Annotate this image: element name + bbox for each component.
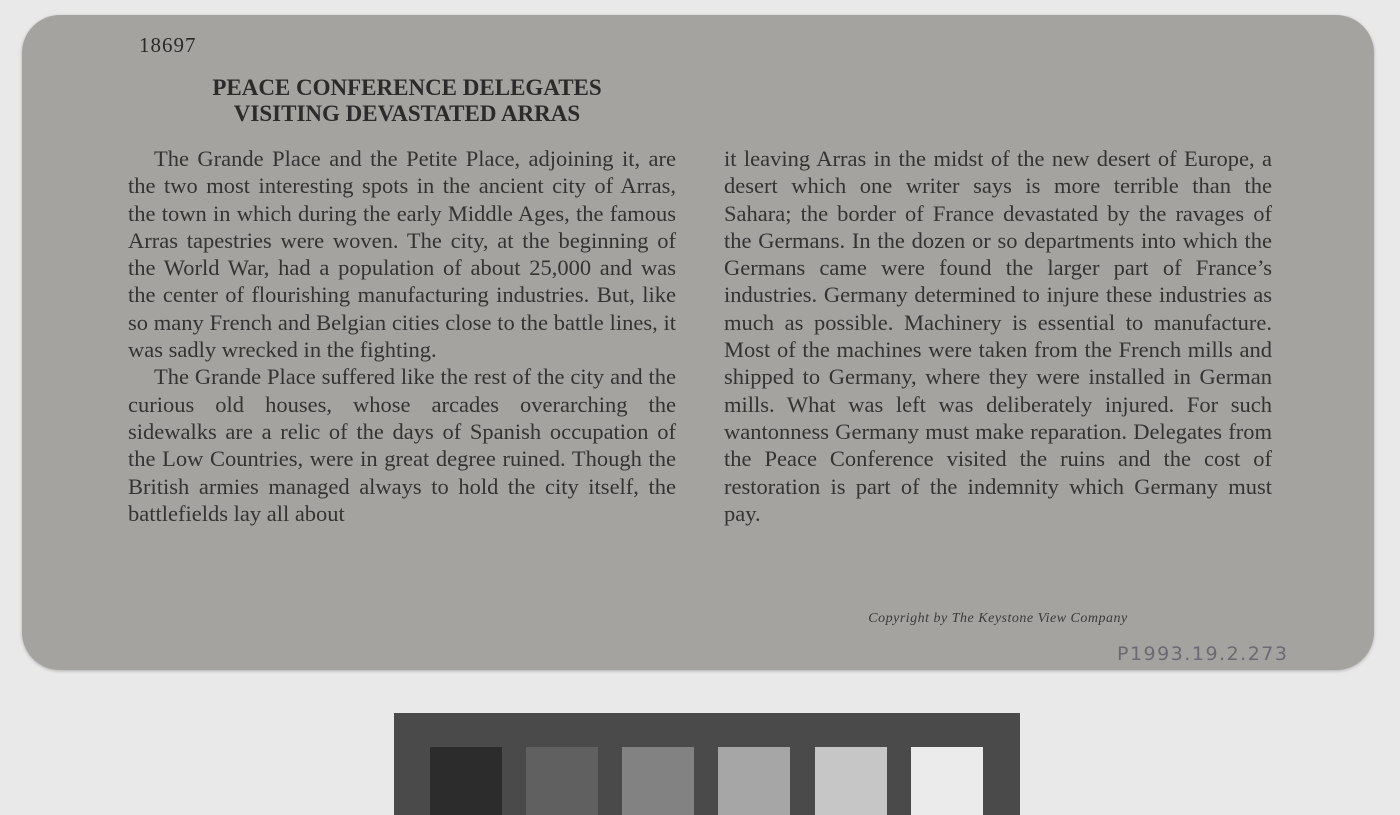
gray-swatch [815, 747, 887, 815]
grayscale-color-target [394, 713, 1020, 815]
copyright-notice: Copyright by The Keystone View Company [868, 611, 1128, 626]
paragraph: The Grande Place suffered like the rest of the city and the curious old houses, whose arcades overarching the sidewalks are a relic of the days of Spanish occupation of the Low Countries, were in great degree ruined. Though the British armies managed always to hold the city itself, the battlefields lay all about [128, 364, 676, 526]
paragraph: The Grande Place and the Petite Place, adjoining it, are the two most interesting spots in the ancient city of Arras, the town in which during the early Middle Ages, the famous Arras tapestries were woven. The city, at the beginning of the World War, had a population of about 25,000 and was the center of flourishing manufacturing industries. But, like so many French and Belgian cities close to the battle lines, it was sadly wrecked in the fighting. [128, 146, 676, 363]
gray-swatch [622, 747, 694, 815]
accession-number: P1993.19.2.273 [1117, 643, 1289, 665]
gray-swatch [718, 747, 790, 815]
gray-swatch [526, 747, 598, 815]
card-title-line-2: VISITING DEVASTATED ARRAS [233, 101, 581, 126]
catalog-number: 18697 [139, 33, 197, 57]
paragraph: it leaving Arras in the midst of the new desert of Europe, a desert which one writer says is more terrible than the Sahara; the border of France devastated by the ravages of the Germans. In the dozen or so departments into which the Germans came were found the larger part of France’s industries. Germany determined to injure these industries as much as possible. Machinery is essential to manufacture. Most of the machines were taken from the French mills and shipped to Germany, where they were installed in German mills. What was left was deliberately injured. For such wantonness Germany must make reparation. Delegates from the Peace Conference visited the ruins and the cost of restoration is part of the indemnity which Germany must pay. [724, 146, 1272, 526]
card-title-line-1: PEACE CONFERENCE DELEGATES [212, 75, 602, 100]
text-column-right [724, 145, 1272, 527]
card-title [122, 75, 692, 127]
stereoview-card-back [22, 15, 1374, 670]
gray-swatch [911, 747, 983, 815]
text-column-left [128, 145, 676, 527]
gray-swatch [430, 747, 502, 815]
